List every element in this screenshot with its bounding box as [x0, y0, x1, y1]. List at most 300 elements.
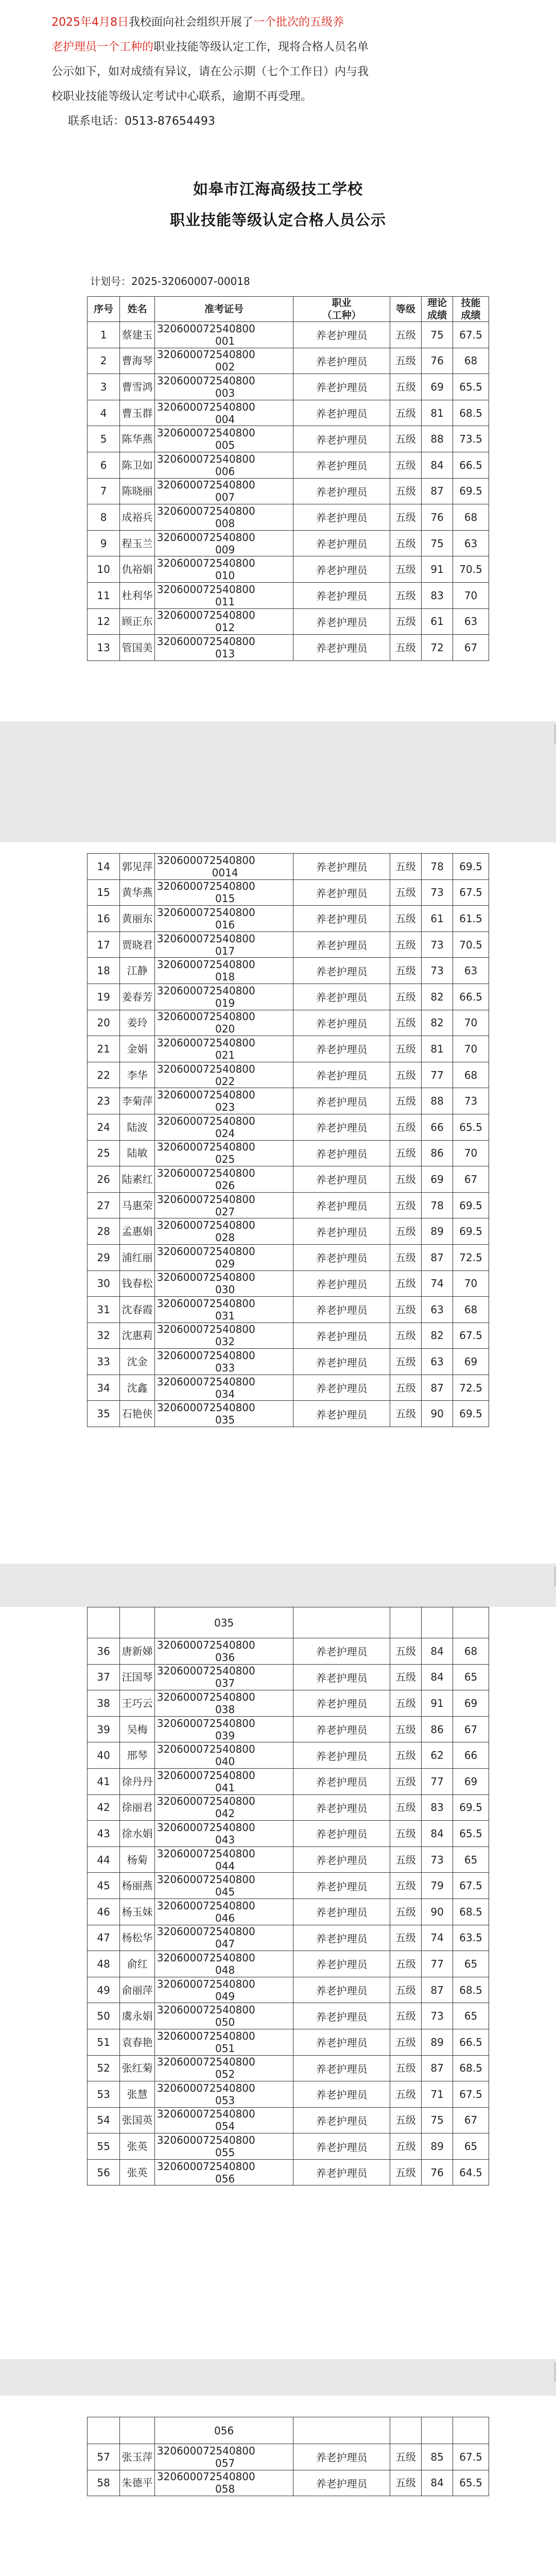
cert-suffix: 019: [215, 996, 235, 1009]
row-name: 张慧: [120, 2081, 155, 2108]
row-job: 养老护理员: [293, 2003, 390, 2029]
row-theory: 88: [422, 1088, 453, 1114]
row-cert: [154, 2055, 293, 2081]
row-level: 五级: [390, 879, 421, 906]
row-skill: 70: [453, 1270, 489, 1297]
row-job: 养老护理员: [293, 1794, 390, 1821]
notice-highlight-2: 老护理员一个工种的: [51, 41, 154, 54]
table-row: [88, 348, 489, 374]
table-row: [88, 1323, 489, 1349]
row-theory: 79: [422, 1873, 453, 1899]
cert-suffix: 028: [215, 1231, 235, 1244]
row-no: 34: [88, 1375, 120, 1401]
row-level: 五级: [390, 1821, 421, 1847]
table-row: [88, 1114, 489, 1140]
row-skill: 69: [453, 1690, 489, 1717]
row-level: 五级: [390, 635, 421, 661]
row-name: 李华: [120, 1062, 155, 1088]
results-table-page-1: [87, 296, 489, 661]
row-job: 养老护理员: [293, 1768, 390, 1794]
row-level: 五级: [390, 504, 421, 531]
row-level: 五级: [390, 1166, 421, 1193]
row-no: 10: [88, 556, 120, 583]
row-name: 马惠荣: [120, 1192, 155, 1218]
row-name: 张英: [120, 2159, 155, 2185]
cert-suffix: 026: [215, 1179, 235, 1192]
row-no: 32: [88, 1323, 120, 1349]
row-level: 五级: [390, 1846, 421, 1873]
row-skill: 67: [453, 2107, 489, 2133]
cert-suffix: 045: [215, 1886, 235, 1899]
row-skill: 72.5: [453, 1244, 489, 1270]
row-theory: 89: [422, 2029, 453, 2055]
cert-prefix: 320600072540800: [157, 854, 255, 867]
cert-suffix: 036: [215, 1651, 235, 1664]
row-name: 陆素红: [120, 1166, 155, 1193]
header-theory: 理论 成绩: [422, 297, 453, 322]
cert-suffix: 013: [215, 647, 235, 660]
row-cert: [154, 2133, 293, 2160]
cert-prefix: 320600072540800: [157, 1375, 255, 1388]
row-theory: 86: [422, 1140, 453, 1166]
table-row: [88, 2107, 489, 2133]
cert-prefix: 320600072540800: [157, 1717, 255, 1730]
row-cert: [154, 1873, 293, 1899]
row-cert: [154, 400, 293, 426]
table-row: [88, 1638, 489, 1665]
row-theory: 69: [422, 1166, 453, 1193]
cert-suffix: 037: [215, 1677, 235, 1690]
cert-suffix: 016: [215, 918, 235, 931]
cert-prefix: 320600072540800: [157, 2081, 255, 2094]
row-level: 五级: [390, 931, 421, 958]
row-cert: [154, 2159, 293, 2185]
row-skill: 65: [453, 1664, 489, 1690]
row-theory: 76: [422, 2159, 453, 2185]
row-job: 养老护理员: [293, 1690, 390, 1717]
row-cert: [154, 1218, 293, 1245]
cert-suffix: 023: [215, 1101, 235, 1114]
row-cert: [154, 2470, 293, 2496]
row-level: 五级: [390, 1401, 421, 1427]
cert-suffix: 053: [215, 2094, 235, 2107]
row-job: 养老护理员: [293, 1192, 390, 1218]
row-job: 养老护理员: [293, 1297, 390, 1323]
table-row: [88, 1716, 489, 1742]
row-cert: [154, 1768, 293, 1794]
row-cert: [154, 1036, 293, 1062]
row-cert: [154, 1690, 293, 1717]
row-theory: 77: [422, 1951, 453, 1977]
row-name: 吴梅: [120, 1716, 155, 1742]
row-level: 五级: [390, 1664, 421, 1690]
cert-suffix: 040: [215, 1755, 235, 1768]
row-cert: [154, 374, 293, 400]
row-name: 杨玉妹: [120, 1899, 155, 1925]
row-level: 五级: [390, 1323, 421, 1349]
cert-prefix: 320600072540800: [157, 1401, 255, 1414]
row-job: 养老护理员: [293, 1951, 390, 1977]
empty-cell: [120, 1607, 155, 1638]
row-theory: 69: [422, 374, 453, 400]
row-no: 50: [88, 2003, 120, 2029]
row-theory: 84: [422, 2470, 453, 2496]
table-row: [88, 1244, 489, 1270]
row-no: 41: [88, 1768, 120, 1794]
row-level: 五级: [390, 1062, 421, 1088]
row-job: 养老护理员: [293, 1323, 390, 1349]
page-gap: [0, 2359, 556, 2396]
row-job: 养老护理员: [293, 984, 390, 1010]
page-3: [0, 1607, 556, 2359]
row-name: 曹海琴: [120, 348, 155, 374]
row-skill: 67: [453, 1716, 489, 1742]
row-name: 孟惠娟: [120, 1218, 155, 1245]
row-job: 养老护理员: [293, 608, 390, 635]
row-name: 曹雪鸿: [120, 374, 155, 400]
header-skill: 技能 成绩: [453, 297, 489, 322]
cert-suffix: 020: [215, 1023, 235, 1036]
empty-cell: [453, 2417, 489, 2444]
cert-prefix: 320600072540800: [157, 906, 255, 919]
table-row: [88, 556, 489, 583]
table-row: [88, 906, 489, 932]
empty-cell: [390, 1607, 421, 1638]
row-no: 49: [88, 1977, 120, 2003]
table-row: [88, 400, 489, 426]
cert-suffix: 005: [215, 439, 235, 452]
row-skill: 65: [453, 2003, 489, 2029]
table-row: [88, 1873, 489, 1899]
row-cert: [154, 1821, 293, 1847]
row-name: 徐丹丹: [120, 1768, 155, 1794]
row-theory: 91: [422, 1690, 453, 1717]
row-skill: 70: [453, 582, 489, 608]
row-theory: 71: [422, 2081, 453, 2108]
header-cert: 准考证号: [154, 297, 293, 322]
table-row: [88, 1742, 489, 1769]
row-theory: 82: [422, 1010, 453, 1036]
cert-prefix: 320600072540800: [157, 583, 255, 596]
cert-prefix: 320600072540800: [157, 348, 255, 361]
row-skill: 63.5: [453, 1925, 489, 1951]
school-title: 如皋市江海高级技工学校: [193, 180, 363, 198]
row-level: 五级: [390, 984, 421, 1010]
row-skill: 64.5: [453, 2159, 489, 2185]
cert-prefix: 320600072540800: [157, 1821, 255, 1834]
row-no: 11: [88, 582, 120, 608]
cert-prefix: 320600072540800: [157, 1193, 255, 1206]
row-level: 五级: [390, 1925, 421, 1951]
results-table-page-2: [87, 853, 489, 1427]
row-skill: 68: [453, 1297, 489, 1323]
cert-prefix: 320600072540800: [157, 1769, 255, 1782]
cert-suffix: 039: [215, 1729, 235, 1742]
row-name: 江静: [120, 958, 155, 984]
cert-prefix: 320600072540800: [157, 1089, 255, 1101]
row-name: 姜春芳: [120, 984, 155, 1010]
row-job: 养老护理员: [293, 2107, 390, 2133]
row-cert: [154, 1664, 293, 1690]
row-cert: [154, 2003, 293, 2029]
cert-prefix: 320600072540800: [157, 1271, 255, 1284]
row-theory: 73: [422, 931, 453, 958]
row-name: 钱春松: [120, 1270, 155, 1297]
notice-text-2: 职业技能等级认定工作，现将合格人员名单: [153, 41, 369, 54]
row-cert: [154, 984, 293, 1010]
row-cert: [154, 1323, 293, 1349]
row-skill: 67: [453, 1166, 489, 1193]
row-skill: 65: [453, 1846, 489, 1873]
row-no: 22: [88, 1062, 120, 1088]
cert-prefix: 320600072540800: [157, 1873, 255, 1886]
row-skill: 63: [453, 530, 489, 556]
row-job: 养老护理员: [293, 530, 390, 556]
table-row: [88, 478, 489, 504]
row-skill: 65.5: [453, 1821, 489, 1847]
row-no: 13: [88, 635, 120, 661]
row-job: 养老护理员: [293, 1664, 390, 1690]
cert-suffix: 029: [215, 1257, 235, 1270]
row-name: 俞丽萍: [120, 1977, 155, 2003]
row-cert: [154, 556, 293, 583]
cert-suffix: 010: [215, 569, 235, 582]
table-row: [88, 1192, 489, 1218]
row-theory: 76: [422, 348, 453, 374]
row-name: 贾晓君: [120, 931, 155, 958]
row-no: 28: [88, 1218, 120, 1245]
row-job: 养老护理员: [293, 1218, 390, 1245]
cert-suffix: 044: [215, 1859, 235, 1872]
row-theory: 74: [422, 1270, 453, 1297]
row-name: 徐丽君: [120, 1794, 155, 1821]
page-2: [0, 842, 556, 1564]
cert-prefix: 320600072540800: [157, 1951, 255, 1964]
row-skill: 68: [453, 348, 489, 374]
table-row: [88, 1401, 489, 1427]
cert-prefix: 320600072540800: [157, 400, 255, 413]
cert-suffix: 025: [215, 1153, 235, 1166]
row-job: 养老护理员: [293, 1166, 390, 1193]
row-skill: 65: [453, 1951, 489, 1977]
row-level: 五级: [390, 2029, 421, 2055]
page-gap: [0, 721, 556, 842]
row-job: 养老护理员: [293, 426, 390, 452]
row-no: 4: [88, 400, 120, 426]
row-cert: [154, 608, 293, 635]
row-job: 养老护理员: [293, 635, 390, 661]
cert-prefix: 320600072540800: [157, 1638, 255, 1651]
table-row: [88, 2159, 489, 2185]
row-cert: [154, 1716, 293, 1742]
row-level: 五级: [390, 1690, 421, 1717]
empty-cell: [120, 2417, 155, 2444]
cert-prefix: 320600072540800: [157, 1062, 255, 1075]
row-skill: 68.5: [453, 1977, 489, 2003]
row-theory: 72: [422, 635, 453, 661]
cert-suffix: 021: [215, 1048, 235, 1061]
row-skill: 69.5: [453, 1218, 489, 1245]
header-job: 职业 （工种）: [293, 297, 390, 322]
table-row: [88, 879, 489, 906]
cert-suffix: 030: [215, 1283, 235, 1296]
row-cert: [154, 1951, 293, 1977]
notice-date: 2025年4月8日: [51, 16, 129, 29]
row-level: 五级: [390, 1349, 421, 1375]
cert-prefix: 320600072540800: [157, 1795, 255, 1808]
row-theory: 77: [422, 1062, 453, 1088]
row-job: 养老护理员: [293, 556, 390, 583]
row-cert: [154, 1794, 293, 1821]
row-level: 五级: [390, 530, 421, 556]
row-level: 五级: [390, 2081, 421, 2108]
row-job: 养老护理员: [293, 2029, 390, 2055]
cert-continuation: 056: [154, 2417, 293, 2444]
cert-suffix: 034: [215, 1387, 235, 1400]
row-cert: [154, 478, 293, 504]
table-row: [88, 608, 489, 635]
empty-cell: [293, 2417, 390, 2444]
cert-suffix: 038: [215, 1703, 235, 1716]
row-job: 养老护理员: [293, 906, 390, 932]
row-skill: 66.5: [453, 452, 489, 478]
empty-cell: [453, 1607, 489, 1638]
row-cert: [154, 879, 293, 906]
row-name: 陆敏: [120, 1140, 155, 1166]
row-job: 养老护理员: [293, 1638, 390, 1665]
row-level: 五级: [390, 1951, 421, 1977]
row-skill: 65: [453, 2133, 489, 2160]
row-theory: 73: [422, 1846, 453, 1873]
row-theory: 82: [422, 984, 453, 1010]
row-no: 54: [88, 2107, 120, 2133]
table-row: [88, 2003, 489, 2029]
row-cert: [154, 1192, 293, 1218]
cert-prefix: 320600072540800: [157, 1977, 255, 1990]
row-skill: 67.5: [453, 1323, 489, 1349]
row-skill: 70: [453, 1010, 489, 1036]
cert-suffix: 017: [215, 944, 235, 957]
row-cert: [154, 1088, 293, 1114]
row-job: 养老护理员: [293, 1270, 390, 1297]
row-no: 2: [88, 348, 120, 374]
table-row: [88, 984, 489, 1010]
cert-suffix: 011: [215, 595, 235, 608]
row-level: 五级: [390, 1794, 421, 1821]
row-no: 53: [88, 2081, 120, 2108]
cert-prefix: 320600072540800: [157, 2134, 255, 2147]
cert-suffix: 049: [215, 1990, 235, 2003]
row-job: 养老护理员: [293, 1401, 390, 1427]
row-no: 16: [88, 906, 120, 932]
row-name: 杨菊: [120, 1846, 155, 1873]
row-no: 29: [88, 1244, 120, 1270]
row-skill: 63: [453, 958, 489, 984]
row-theory: 91: [422, 556, 453, 583]
row-cert: [154, 1166, 293, 1193]
table-row: [88, 452, 489, 478]
row-cert: [154, 906, 293, 932]
row-job: 养老护理员: [293, 1062, 390, 1088]
row-job: 养老护理员: [293, 1846, 390, 1873]
row-cert: [154, 426, 293, 452]
row-skill: 67.5: [453, 1873, 489, 1899]
cert-prefix: 320600072540800: [157, 880, 255, 893]
empty-cell: [293, 1607, 390, 1638]
row-level: 五级: [390, 2133, 421, 2160]
row-name: 邢琴: [120, 1742, 155, 1769]
row-theory: 63: [422, 1297, 453, 1323]
row-name: 汪国琴: [120, 1664, 155, 1690]
row-job: 养老护理员: [293, 854, 390, 880]
table-row: [88, 1375, 489, 1401]
row-name: 虞永娟: [120, 2003, 155, 2029]
row-theory: 83: [422, 1794, 453, 1821]
table-row: [88, 2470, 489, 2496]
row-skill: 68.5: [453, 400, 489, 426]
row-cert: [154, 348, 293, 374]
row-name: 张玉萍: [120, 2444, 155, 2470]
row-skill: 67: [453, 635, 489, 661]
row-no: 23: [88, 1088, 120, 1114]
row-cert: [154, 931, 293, 958]
row-level: 五级: [390, 400, 421, 426]
row-no: 19: [88, 984, 120, 1010]
row-skill: 73: [453, 1088, 489, 1114]
table-row: [88, 635, 489, 661]
row-cert: [154, 1114, 293, 1140]
row-cert: [154, 504, 293, 531]
row-job: 养老护理员: [293, 452, 390, 478]
row-no: 55: [88, 2133, 120, 2160]
row-theory: 84: [422, 1664, 453, 1690]
row-level: 五级: [390, 1270, 421, 1297]
row-cert: [154, 854, 293, 880]
row-level: 五级: [390, 906, 421, 932]
row-name: 曹玉群: [120, 400, 155, 426]
row-theory: 62: [422, 1742, 453, 1769]
row-level: 五级: [390, 1742, 421, 1769]
row-no: 1: [88, 322, 120, 348]
table-row: [88, 504, 489, 531]
row-no: 45: [88, 1873, 120, 1899]
row-no: 14: [88, 854, 120, 880]
row-skill: 72.5: [453, 1375, 489, 1401]
cert-prefix: 320600072540800: [157, 984, 255, 997]
row-cert: [154, 452, 293, 478]
cert-suffix: 046: [215, 1911, 235, 1924]
row-level: 五级: [390, 478, 421, 504]
empty-cell: [88, 2417, 120, 2444]
cert-prefix: 320600072540800: [157, 1323, 255, 1336]
cert-prefix: 320600072540800: [157, 2444, 255, 2457]
table-row: [88, 1821, 489, 1847]
row-name: 陈卫如: [120, 452, 155, 478]
row-job: 养老护理员: [293, 2444, 390, 2470]
row-no: 7: [88, 478, 120, 504]
row-skill: 68: [453, 504, 489, 531]
row-job: 养老护理员: [293, 1925, 390, 1951]
row-name: 沈鑫: [120, 1375, 155, 1401]
row-job: 养老护理员: [293, 1977, 390, 2003]
cert-suffix: 057: [215, 2456, 235, 2469]
row-skill: 69.5: [453, 1401, 489, 1427]
row-cert: [154, 958, 293, 984]
row-no: 15: [88, 879, 120, 906]
row-no: 51: [88, 2029, 120, 2055]
row-skill: 70.5: [453, 556, 489, 583]
row-no: 57: [88, 2444, 120, 2470]
